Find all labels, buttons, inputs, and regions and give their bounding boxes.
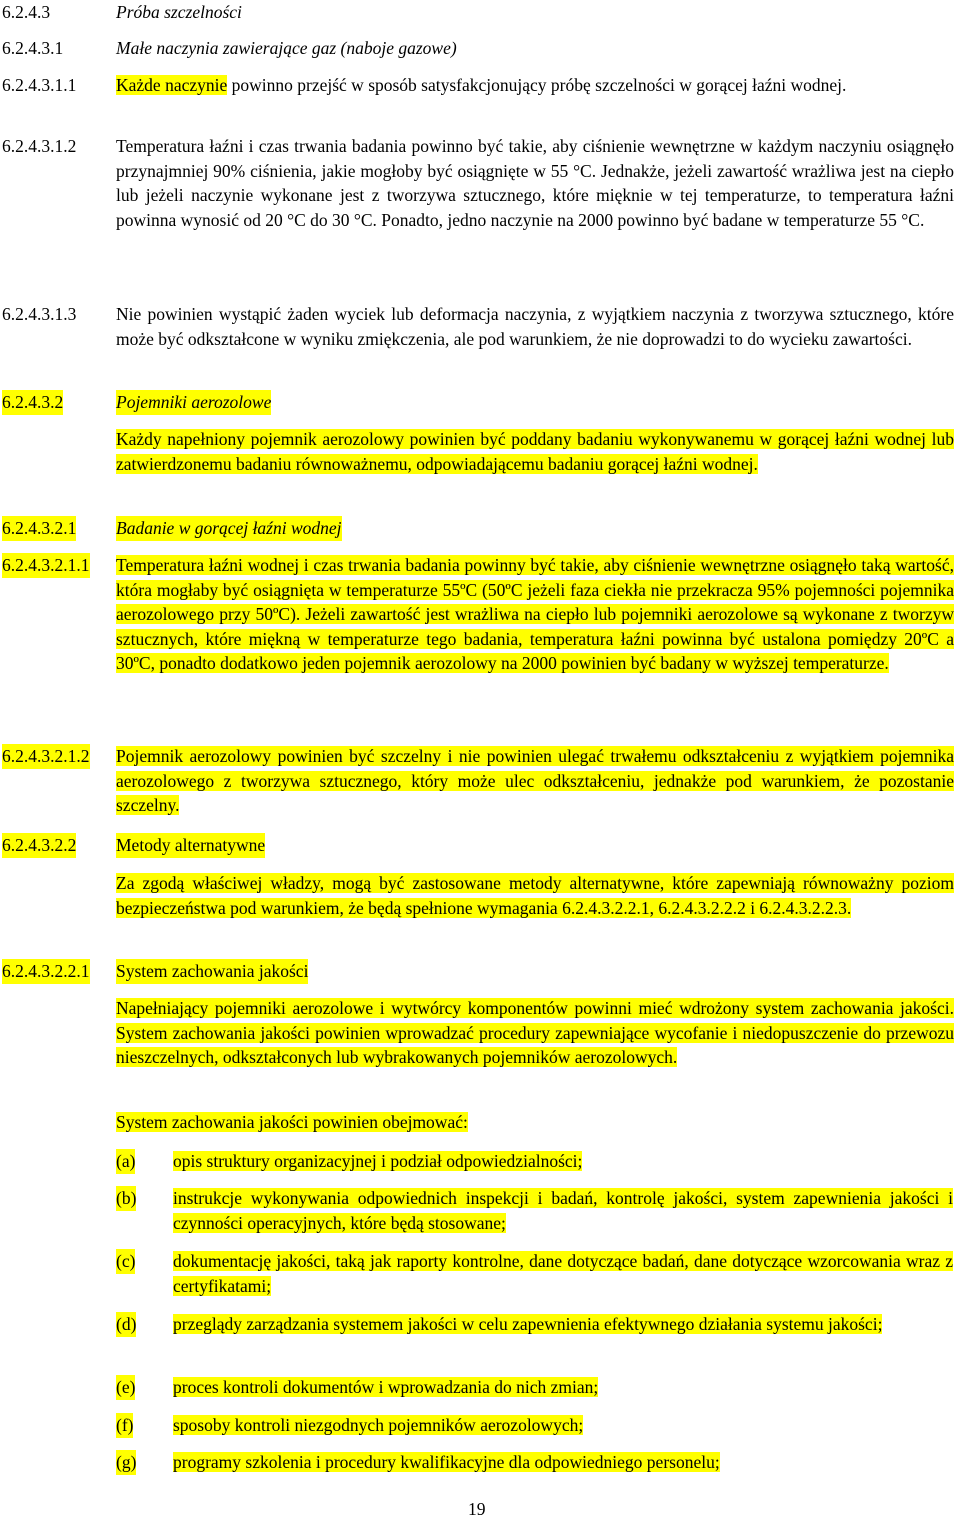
paragraph-text: Temperatura łaźni wodnej i czas trwania badania powinny być takie, aby ciśnienie wewnętrzne osiągnęło taką wartość, która mogłaby być osiągnięta w temperaturze 55ºC (50ºC jeżeli faza ciekła nie przekracza 95% pojemności pojemnika aerozolowego przy 50ºC). Jeżeli zawartość jest wrażliwa na ciepło lub pojemniki aerozolowe są wykonane z tworzyw sztucznych, które miękną w temperaturze tego badania, temperatura łaźni powinna być ustalona pomiędzy 20ºC a 30ºC, ponadto dodatkowo jeden pojemnik aerozolowy na 2000 powinien być badany w wyższej temperaturze.: [116, 555, 954, 673]
list-item: proces kontroli dokumentów i wprowadzania do nich zmian;: [173, 1377, 599, 1397]
section-number: 6.2.4.3.1: [2, 38, 64, 58]
list-item: instrukcje wykonywania odpowiednich inspekcji i badań, kontrolę jakości, system zapewnienia jakości i czynności operacyjnych, które będą stosowane;: [173, 1188, 953, 1233]
paragraph-text: powinno przejść w sposób satysfakcjonujący próbę szczelności w gorącej łaźni wodnej.: [227, 75, 847, 95]
paragraph: [116, 744, 954, 818]
list-item: dokumentację jakości, taką jak raporty kontrolne, dane dotyczące badań, dane dotyczące wzorcowania wraz z certyfikatami;: [173, 1251, 953, 1296]
list-item-letter: (d): [116, 1312, 136, 1337]
list-item-letter: (c): [116, 1249, 135, 1274]
list-item: przeglądy zarządzania systemem jakości w celu zapewnienia efektywnego działania systemu jakości;: [173, 1314, 883, 1334]
section-number: 6.2.4.3.2: [2, 390, 63, 415]
section-title: Próba szczelności: [116, 2, 242, 22]
section-number: 6.2.4.3: [2, 2, 51, 22]
section-number: 6.2.4.3.1.2: [2, 136, 77, 156]
section-number: 6.2.4.3.1.3: [2, 304, 77, 324]
paragraph-text: Napełniający pojemniki aerozolowe i wytwórcy komponentów powinni mieć wdrożony system zachowania jakości. System zachowania jakości powinien wprowadzać procedury zapewniające wycofanie i niedopuszczenie do przewozu nieszczelnych, odkształconych lub wybrakowanych pojemników aerozolowych.: [116, 998, 954, 1067]
list-item-letter: (a): [116, 1149, 135, 1174]
section-number: 6.2.4.3.2.1: [2, 516, 76, 541]
paragraph-text: Temperatura łaźni i czas trwania badania powinno być takie, aby ciśnienie wewnętrzne w każdym naczyniu osiągnęło przynajmniej 90% ciśnienia, jakie mogłoby być osiągnięte w 55 °C. Jednakże, jeżeli zawartość wrażliwa jest na ciepło lub jeżeli naczynie wykonane jest z tworzywa sztucznego, które mięknie w tej temperaturze, to temperatura łaźni powinna wynosić od 20 °C do 30 °C. Ponadto, jedno naczynie na 2000 powinno być badane w temperaturze 55 °C.: [116, 136, 954, 230]
section-number: 6.2.4.3.2.2.1: [2, 959, 90, 984]
paragraph: [116, 134, 954, 232]
paragraph: [116, 427, 954, 476]
paragraph: [116, 996, 954, 1070]
list-item: opis struktury organizacyjnej i podział odpowiedzialności;: [173, 1151, 583, 1171]
paragraph-text: Za zgodą właściwej władzy, mogą być zastosowane metody alternatywne, które zapewniają równoważny poziom bezpieczeństwa pod warunkiem, że będą spełnione wymagania 6.2.4.3.2.2.1, 6.2.4.3.2.2.2 i 6.2.4.3.2.2.3.: [116, 873, 954, 918]
list-item: sposoby kontroli niezgodnych pojemników aerozolowych;: [173, 1415, 584, 1435]
section-number: 6.2.4.3.1.1: [2, 75, 77, 95]
section-title: Metody alternatywne: [116, 833, 265, 858]
paragraph-text: Nie powinien wystąpić żaden wyciek lub deformacja naczynia, z wyjątkiem naczynia z tworzywa sztucznego, które może być odkształcone w wyniku zmiękczenia, ale pod warunkiem, że nie doprowadzi to do wycieku zawartości.: [116, 304, 954, 349]
list-intro: System zachowania jakości powinien obejmować:: [116, 1112, 468, 1132]
paragraph-text: Pojemnik aerozolowy powinien być szczelny i nie powinien ulegać trwałemu odkształceniu z wyjątkiem pojemnika aerozolowego z tworzywa sztucznego, który może ulec odkształceniu, jednakże pod warunkiem, że pozostanie szczelny.: [116, 746, 954, 815]
list-item-letter: (b): [116, 1186, 136, 1211]
paragraph: [116, 302, 954, 351]
section-title: Badanie w gorącej łaźni wodnej: [116, 516, 342, 541]
section-number: 6.2.4.3.2.1.2: [2, 744, 90, 769]
list-item-letter: (e): [116, 1375, 135, 1400]
paragraph: [116, 553, 954, 676]
paragraph: [116, 871, 954, 920]
section-title: Pojemniki aerozolowe: [116, 390, 271, 415]
section-title: System zachowania jakości: [116, 959, 308, 984]
highlighted-text: Każde naczynie: [116, 75, 228, 95]
paragraph-text: Każdy napełniony pojemnik aerozolowy powinien być poddany badaniu wykonywanemu w gorącej łaźni wodnej lub zatwierdzonemu badaniu równoważnemu, odpowiadającemu badaniu gorącej łaźni wodnej.: [116, 429, 954, 474]
list-item-letter: (g): [116, 1450, 136, 1475]
list-item: programy szkolenia i procedury kwalifikacyjne dla odpowiedniego personelu;: [173, 1452, 720, 1472]
section-number: 6.2.4.3.2.1.1: [2, 553, 90, 578]
section-title: Małe naczynia zawierające gaz (naboje gazowe): [116, 38, 457, 58]
section-number: 6.2.4.3.2.2: [2, 833, 76, 858]
page-number: 19: [468, 1499, 486, 1519]
list-item-letter: (f): [116, 1413, 133, 1438]
paragraph: [116, 73, 954, 98]
